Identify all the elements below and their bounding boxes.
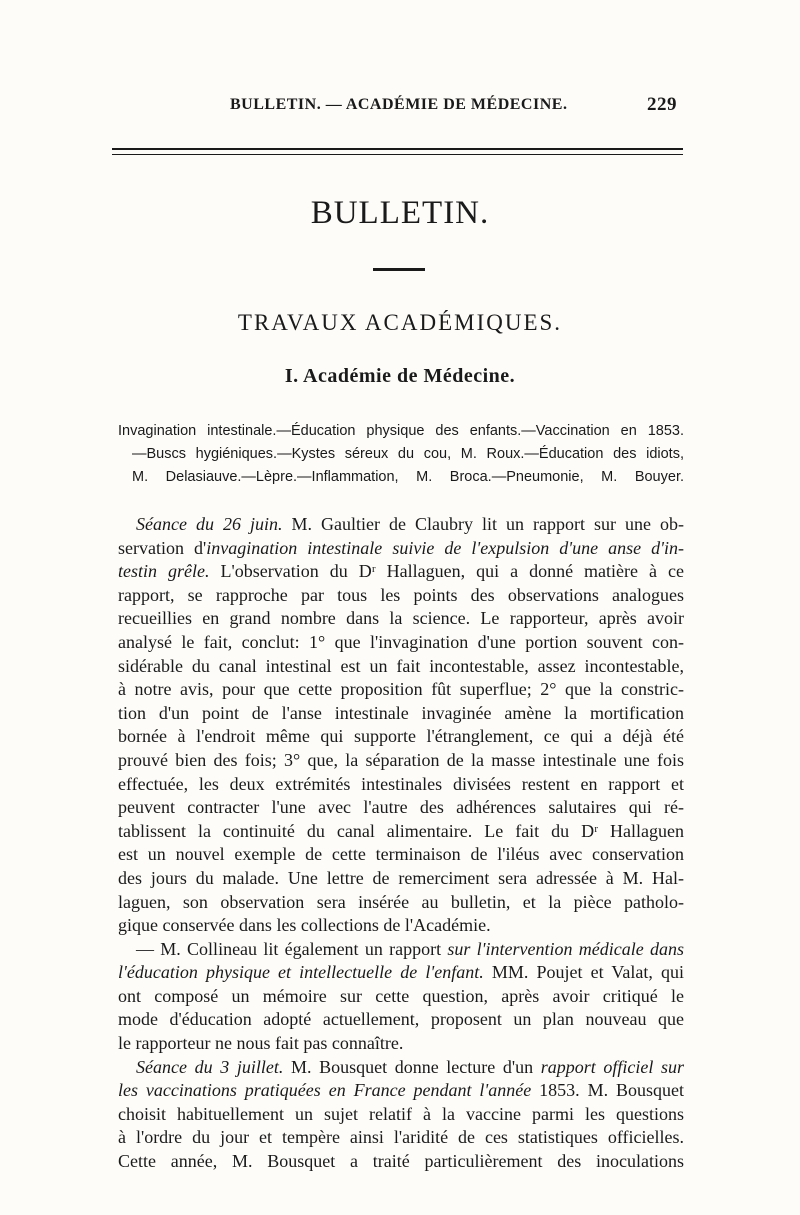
text-run: est un nouvel exemple de cette terminaison de l'iléus avec conservation	[118, 844, 684, 865]
italic-text: les vaccinations pratiquées en France pendant l'année	[118, 1080, 532, 1101]
text-run: Cette année, M. Bousquet a traité particulièrement des inoculations	[118, 1151, 684, 1172]
text-line	[118, 867, 684, 891]
title-divider	[373, 268, 425, 271]
header-rule-thick	[112, 148, 683, 150]
text-line	[118, 631, 684, 655]
text-run: à l'ordre du jour et tempère ainsi l'aridité de ces statistiques officielles.	[118, 1127, 684, 1148]
text-run: M. Gaultier de Claubry lit un rapport sur une ob-	[282, 514, 684, 534]
text-run: le rapporteur ne nous fait pas connaître.	[118, 1033, 404, 1054]
text-run: M. Bousquet donne lecture d'un	[283, 1056, 541, 1077]
text-line	[118, 560, 684, 584]
bulletin-title: BULLETIN.	[310, 195, 490, 231]
text-run: des jours du malade. Une lettre de remerciment sera adressée à M. Hal-	[118, 867, 684, 888]
italic-text: invagination intestinale suivie de l'expulsion d'une anse d'in-	[206, 537, 684, 558]
text-run: tion d'un point de l'anse intestinale invaginée amène la mortification	[118, 702, 684, 723]
text-line	[118, 1008, 684, 1032]
text-line	[118, 749, 684, 773]
text-run: effectuée, les deux extrémités intestinales divisées restent en rapport et	[118, 773, 684, 794]
text-line	[118, 891, 684, 915]
text-line	[118, 607, 684, 631]
text-run: servation d'	[118, 537, 207, 558]
text-line	[118, 820, 684, 844]
text-run: recueillies en grand nombre dans la science. Le rapporteur, après avoir	[118, 608, 684, 629]
text-run: laguen, son observation sera insérée au bulletin, et la pièce patholo-	[118, 891, 684, 912]
summary-line: Invagination intestinale.—Éducation physique des enfants.—Vaccination en 1853.	[118, 423, 684, 439]
text-run: analysé le fait, conclut: 1° que l'invagination d'une portion souvent con-	[118, 631, 684, 652]
text-run: gique conservée dans les collections de l'Académie.	[118, 915, 491, 936]
italic-text: Séance du 26 juin.	[136, 514, 283, 534]
text-line	[118, 985, 684, 1009]
italic-text: Séance du 3 juillet.	[136, 1056, 284, 1077]
summary-line: —Buscs hygiéniques.—Kystes séreux du cou, M. Roux.—Éducation des idiots,	[132, 446, 684, 462]
text-line	[118, 938, 684, 962]
running-head-title: BULLETIN. — ACADÉMIE DE MÉDECINE.	[230, 96, 568, 113]
text-line	[118, 843, 684, 867]
text-line	[118, 584, 684, 608]
text-run: mode d'éducation adopté actuellement, proposent un plan nouveau que	[118, 1009, 684, 1030]
text-run: ont composé un mémoire sur cette question, après avoir critiqué le	[118, 985, 684, 1006]
text-run: prouvé bien des fois; 3° que, la séparation de la masse intestinale une fois	[118, 749, 684, 770]
text-line	[118, 1056, 684, 1080]
text-run: — M. Collineau lit également un rapport	[136, 938, 448, 959]
running-head	[118, 92, 683, 122]
text-line	[118, 655, 684, 679]
text-line	[118, 1032, 684, 1056]
text-line	[118, 537, 684, 561]
text-line	[118, 1126, 684, 1150]
text-line	[118, 725, 684, 749]
text-run: tablissent la continuité du canal alimentaire. Le fait du Dʳ Hallaguen	[118, 820, 684, 841]
text-run: L'observation du Dʳ Hallaguen, qui a donné matière à ce	[209, 561, 684, 582]
text-run: à notre avis, pour que cette proposition fût superflue; 2° que la constric-	[118, 679, 684, 700]
text-line	[118, 1150, 684, 1174]
text-line	[118, 961, 684, 985]
italic-text: rapport officiel sur	[540, 1056, 684, 1077]
summary-line: M. Delasiauve.—Lèpre.—Inflammation, M. Broca.—Pneumonie, M. Bouyer.	[132, 469, 684, 485]
text-run: bornée à l'endroit même qui supporte l'étranglement, ce qui a déjà été	[118, 726, 684, 747]
italic-text: sur l'intervention médicale dans	[447, 938, 684, 959]
text-run: sidérable du canal intestinal est un fait incontestable, assez incontestable,	[118, 655, 684, 676]
text-run: choisit habituellement un sujet relatif à la vaccine parmi les questions	[118, 1103, 684, 1124]
text-line	[118, 796, 684, 820]
text-line	[118, 1079, 684, 1103]
text-run: MM. Poujet et Valat, qui	[483, 962, 684, 983]
text-line	[118, 773, 684, 797]
section-title: TRAVAUX ACADÉMIQUES.	[237, 310, 563, 335]
text-line	[118, 914, 684, 938]
summary-block	[118, 420, 684, 489]
body-text	[118, 513, 684, 1174]
text-line	[118, 1103, 684, 1127]
page-number: 229	[647, 94, 677, 115]
subsection-title: I. Académie de Médecine.	[284, 365, 516, 387]
text-line	[118, 513, 684, 537]
header-rule-thin	[112, 154, 683, 155]
italic-text: l'éducation physique et intellectuelle de l'enfant.	[118, 962, 484, 983]
italic-text: testin grêle.	[118, 561, 210, 582]
text-run: peuvent contracter l'une avec l'autre des adhérences salutaires qui ré-	[118, 797, 684, 818]
text-line	[118, 678, 684, 702]
text-line	[118, 702, 684, 726]
text-run: 1853. M. Bousquet	[531, 1080, 685, 1101]
text-run: rapport, se rapproche par tous les points des observations analogues	[118, 584, 684, 605]
